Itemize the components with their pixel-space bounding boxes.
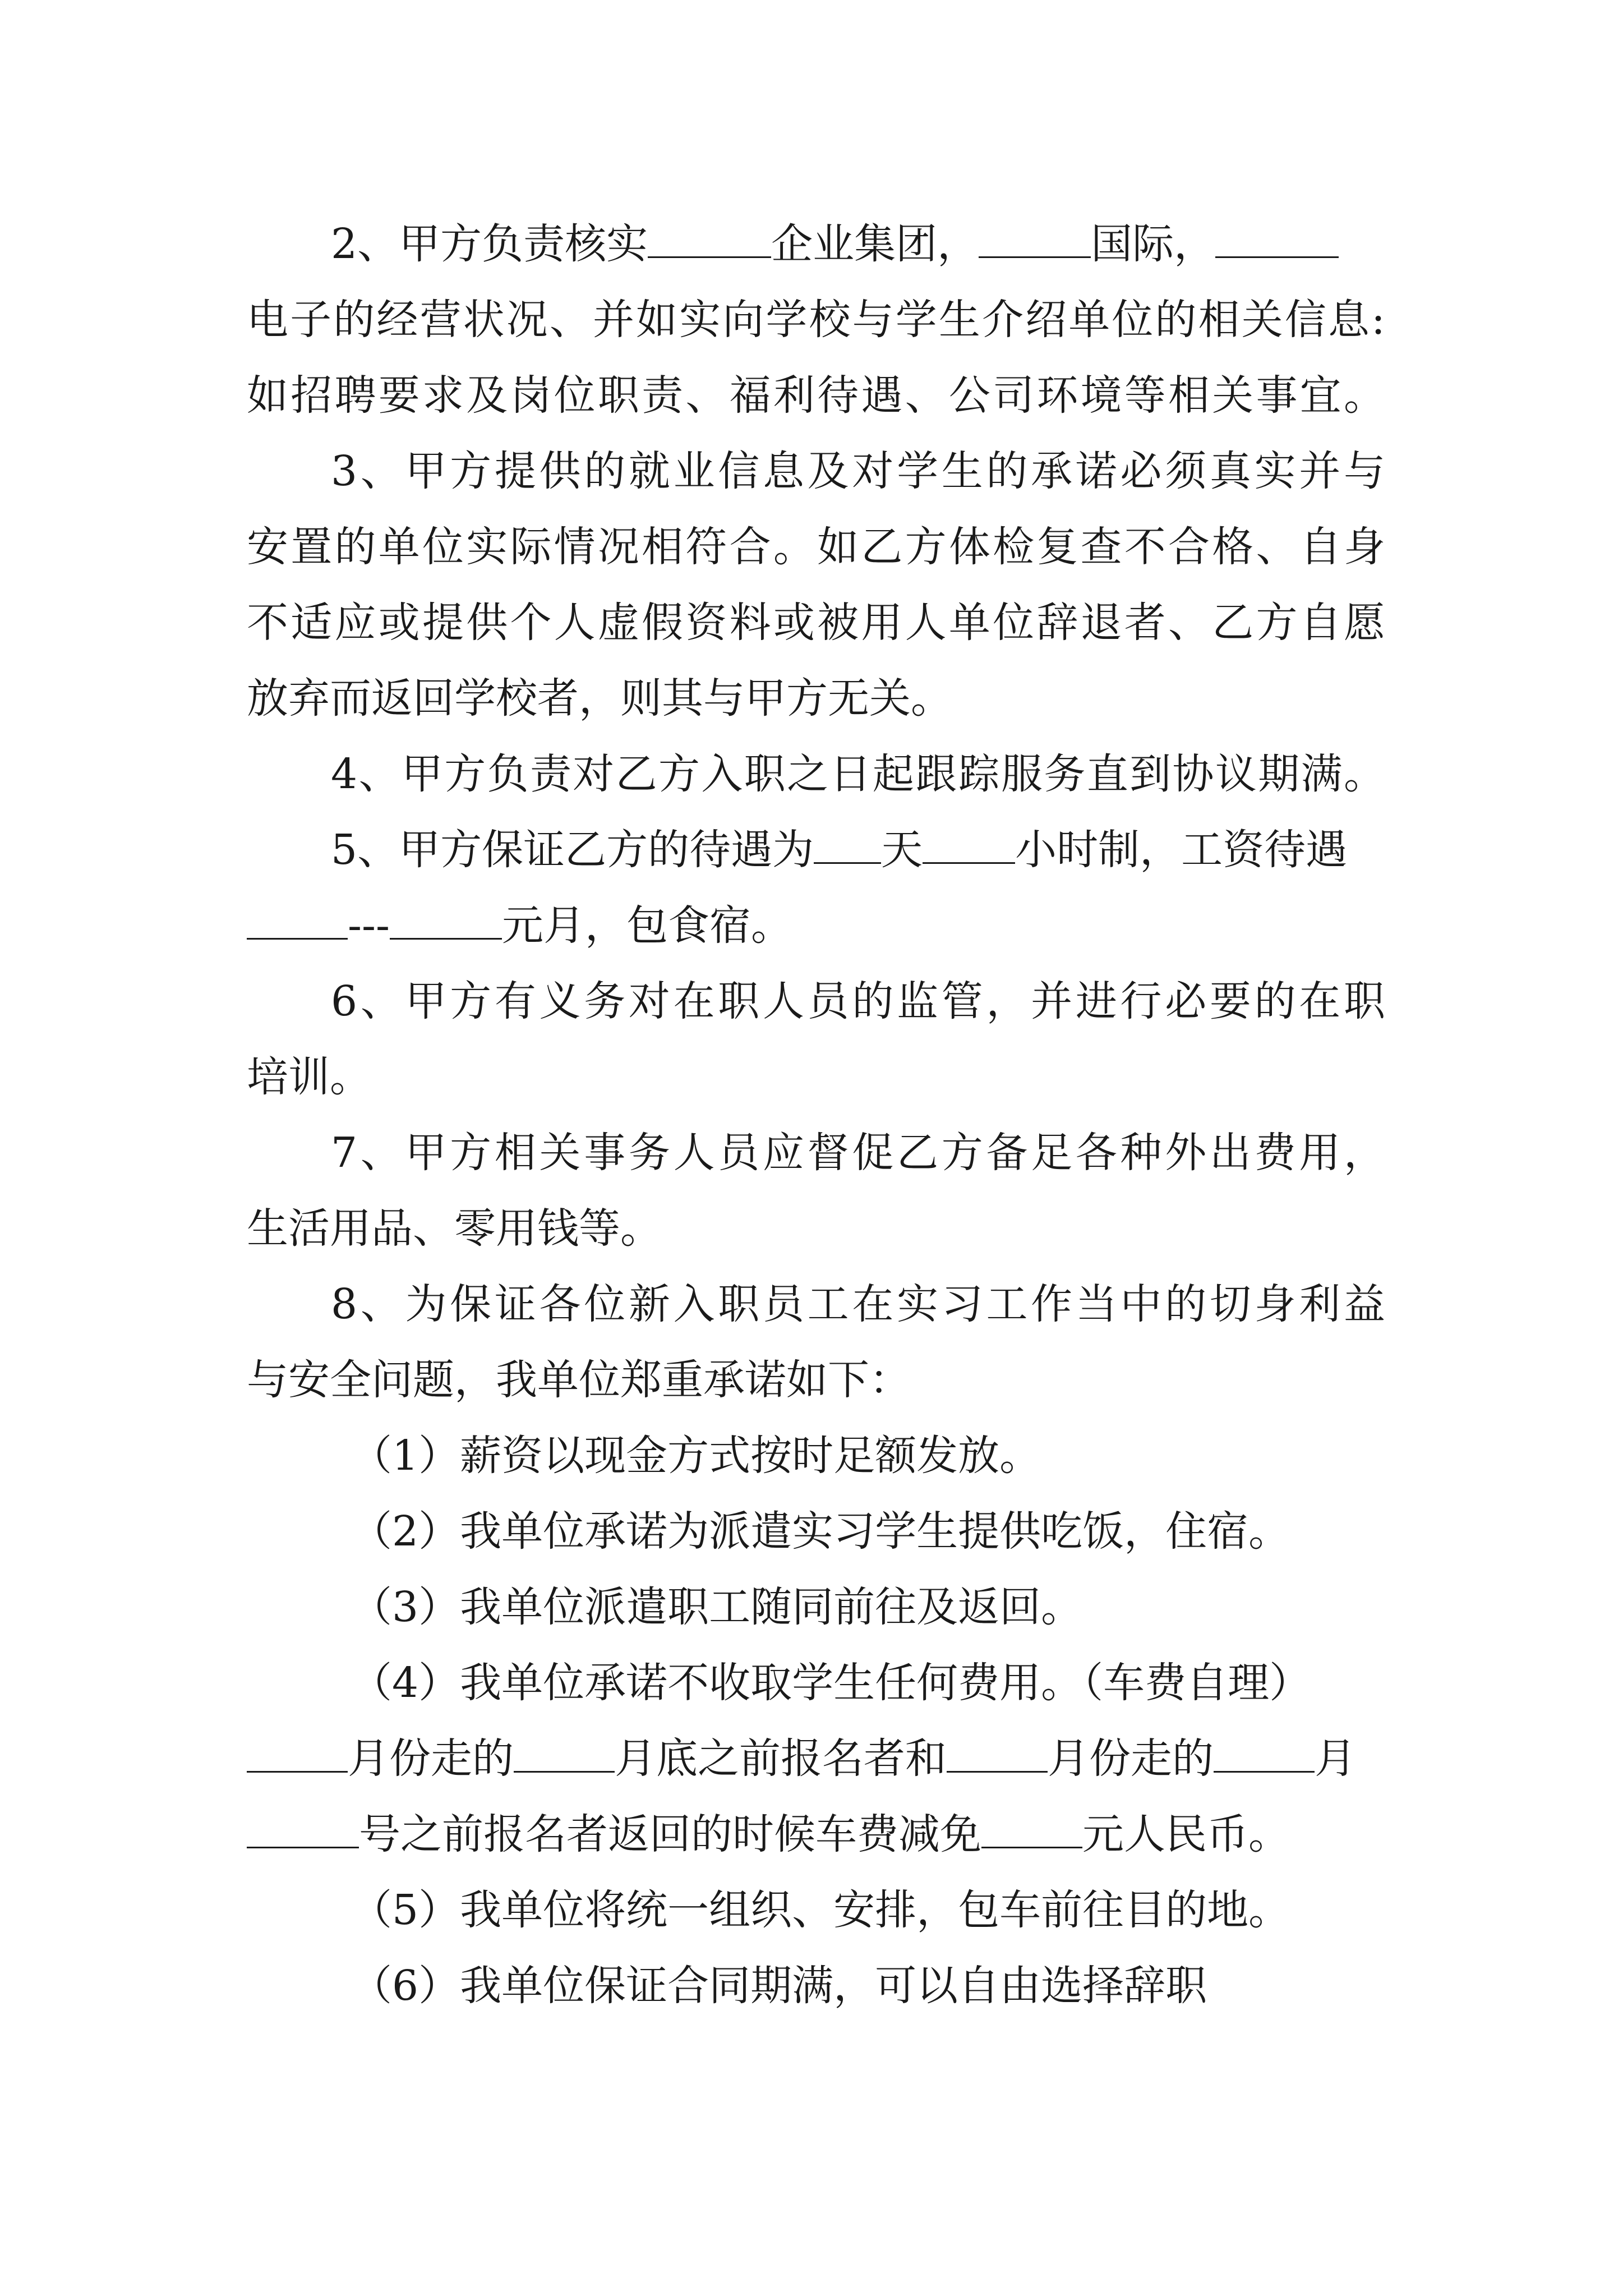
clause-5-line-2 (247, 886, 1385, 965)
clause-2-line-2: 电子的经营状况、并如实向学校与学生介绍单位的相关信息: (247, 296, 1385, 344)
blank-field (1214, 1740, 1315, 1773)
blank-field (247, 1740, 348, 1773)
clause-2-text-c: 国际， (1091, 220, 1216, 268)
blank-field (947, 1740, 1048, 1773)
commitment-4-text-a: 月份走的 (348, 1734, 514, 1783)
commitment-4-text-b: 月底之前报名者和 (615, 1734, 947, 1783)
clause-2-text-a: 2、甲方负责核实 (331, 220, 648, 268)
blank-field (390, 907, 502, 940)
clause-5-text-dash: --- (348, 901, 390, 950)
clause-2-text-b: 企业集团， (771, 220, 979, 268)
blank-field (247, 907, 348, 940)
clause-2-line-3: 如招聘要求及岗位职责、福利待遇、公司环境等相关事宜。 (247, 371, 1385, 420)
clause-5-text-c: 小时制，工资待遇 (1015, 826, 1348, 874)
clause-3-line-3: 不适应或提供个人虚假资料或被用人单位辞退者、乙方自愿 (247, 599, 1385, 647)
blank-field (514, 1740, 615, 1773)
commitment-4-line-3 (247, 1795, 1385, 1874)
clause-8-line-2: 与安全问题，我单位郑重承诺如下： (247, 1356, 911, 1404)
blank-field (247, 1815, 359, 1848)
commitment-1: （1）薪资以现金方式按时足额发放。 (351, 1432, 1041, 1480)
clause-5-text-d: 元月，包食宿。 (502, 901, 793, 950)
clause-6-line-2: 培训。 (247, 1053, 371, 1101)
blank-field (923, 831, 1015, 864)
commitment-4-text-e: 号之前报名者返回的时候车费减免 (359, 1810, 981, 1858)
commitment-4-line-2 (247, 1719, 1385, 1798)
clause-3-line-4: 放弃而返回学校者，则其与甲方无关。 (247, 674, 952, 723)
clause-8-line-1: 8、为保证各位新入职员工在实习工作当中的切身利益 (331, 1280, 1385, 1328)
commitment-2: （2）我单位承诺为派遣实习学生提供吃饭，住宿。 (351, 1507, 1290, 1556)
clause-2-line-1 (331, 205, 1385, 283)
clause-3-line-2: 安置的单位实际情况相符合。如乙方体检复查不合格、自身 (247, 523, 1385, 571)
clause-7-line-2: 生活用品、零用钱等。 (247, 1204, 662, 1253)
blank-field (814, 831, 881, 864)
commitment-6: （6）我单位保证合同期满，可以自由选择辞职 (351, 1962, 1207, 2010)
commitment-4-text-c: 月份走的 (1048, 1734, 1214, 1783)
commitment-4-line-1: （4）我单位承诺不收取学生任何费用。（车费自理） (351, 1659, 1311, 1707)
clause-3-line-1: 3、甲方提供的就业信息及对学生的承诺必须真实并与 (331, 447, 1385, 495)
commitment-5: （5）我单位将统一组织、安排，包车前往目的地。 (351, 1886, 1290, 1934)
clause-7-line-1: 7、甲方相关事务人员应督促乙方备足各种外出费用， (331, 1129, 1385, 1177)
blank-field (979, 225, 1091, 258)
commitment-4-text-f: 元人民币。 (1082, 1810, 1290, 1858)
clause-5-text-b: 天 (881, 826, 923, 874)
clause-5-line-1 (331, 811, 1385, 889)
blank-field (981, 1815, 1082, 1848)
blank-field (648, 225, 771, 258)
clause-4-line-1: 4、甲方负责对乙方入职之日起跟踪服务直到协议期满。 (331, 750, 1385, 798)
commitment-4-text-d: 月 (1315, 1734, 1356, 1783)
clause-5-text-a: 5、甲方保证乙方的待遇为 (331, 826, 814, 874)
blank-field (1215, 225, 1339, 258)
clause-6-line-1: 6、甲方有义务对在职人员的监管，并进行必要的在职 (331, 977, 1385, 1025)
commitment-3: （3）我单位派遣职工随同前往及返回。 (351, 1583, 1083, 1631)
